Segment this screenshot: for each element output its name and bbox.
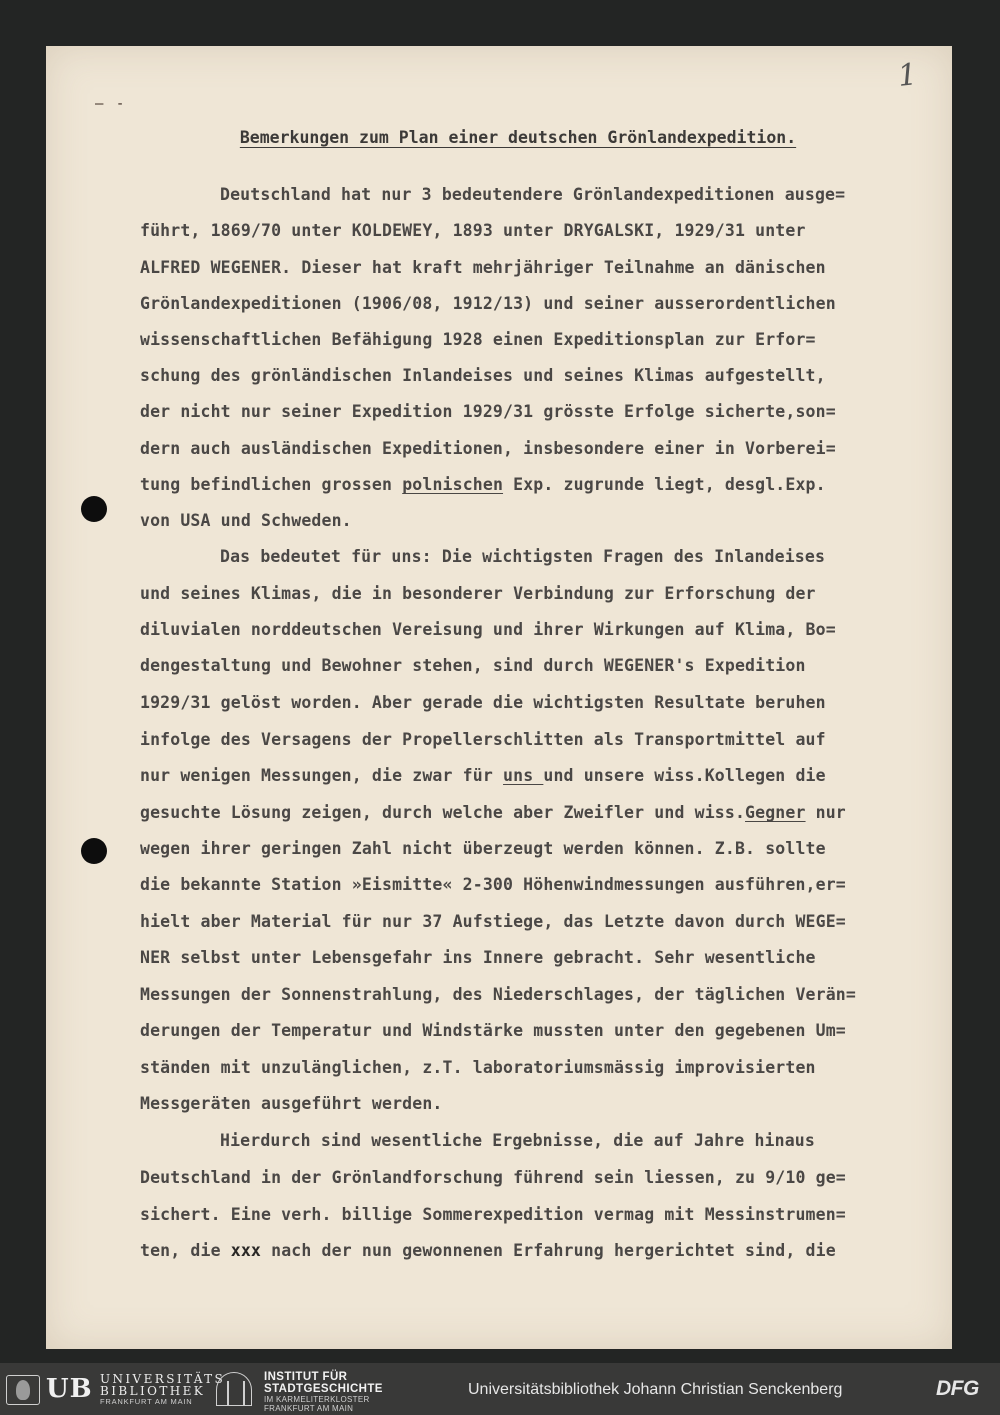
text-segment: nach der nun gewonnenen Erfahrung hergerichtet sind, die (271, 1241, 836, 1260)
underlined-word: uns (503, 766, 544, 785)
page-number: 1 (896, 57, 919, 94)
text-line: der nicht nur seiner Expedition 1929/31 grösste Erfolge sicherte,son= (140, 402, 836, 421)
dfg-logo[interactable]: DFG (936, 1377, 979, 1400)
text-line: Das bedeutet für uns: Die wichtigsten Fragen des Inlandeises (220, 547, 826, 566)
underlined-word: Gegner (745, 803, 806, 822)
text-segment: gesuchte Lösung zeigen, durch welche aber Zweifler und wiss. (140, 803, 746, 822)
text-line (140, 1241, 836, 1261)
ub-name-line2: BIBLIOTHEK (100, 1384, 206, 1398)
ub-location: FRANKFURT AM MAIN (100, 1397, 193, 1406)
ifs-name-line2: STADTGESCHICHTE (264, 1382, 383, 1395)
text-line: ALFRED WEGENER. Dieser hat kraft mehrjähriger Teilnahme an dänischen (140, 258, 826, 277)
text-segment: nur wenigen Messungen, die zwar für (140, 766, 504, 785)
text-line (140, 803, 846, 823)
text-line: derungen der Temperatur und Windstärke mussten unter den gegebenen Um= (140, 1021, 846, 1040)
text-line: die bekannte Station »Eismitte« 2-300 Höhenwindmessungen ausführen,er= (140, 875, 846, 894)
ifs-subtitle (264, 1396, 370, 1413)
text-line: NER selbst unter Lebensgefahr ins Innere gebracht. Sehr wesentliche (140, 948, 816, 967)
text-line: schung des grönländischen Inlandeises und seines Klimas aufgestellt, (140, 366, 826, 385)
text-segment: nur (805, 803, 846, 822)
text-line: Deutschland in der Grönlandforschung führend sein liessen, zu 9/10 ge= (140, 1168, 846, 1187)
ifs-building-icon[interactable] (216, 1372, 252, 1406)
text-line: und seines Klimas, die in besonderer Verbindung zur Erforschung der (140, 584, 816, 603)
text-line: diluvialen norddeutschen Vereisung und ihrer Wirkungen auf Klima, Bo= (140, 620, 836, 639)
struck-out-text: xxx (230, 1241, 272, 1260)
text-line: Grönlandexpeditionen (1906/08, 1912/13) und seiner ausserordentlichen (140, 294, 836, 313)
ifs-name-line1: INSTITUT FÜR (264, 1371, 348, 1383)
text-segment: ten, die (140, 1241, 231, 1260)
text-line: Messungen der Sonnenstrahlung, des Niederschlages, der täglichen Verän= (140, 985, 856, 1004)
ifs-name[interactable] (264, 1372, 383, 1395)
text-line (140, 766, 826, 786)
text-line: wegen ihrer geringen Zahl nicht überzeugt werden können. Z.B. sollte (140, 839, 826, 858)
text-line: Deutschland hat nur 3 bedeutendere Grönlandexpeditionen ausge= (220, 185, 846, 204)
underlined-word: polnischen (402, 475, 504, 494)
text-line (140, 475, 826, 495)
text-line: Messgeräten ausgeführt werden. (140, 1094, 443, 1113)
text-line: wissenschaftlichen Befähigung 1928 einen Expeditionsplan zur Erfor= (140, 330, 816, 349)
ub-name-line1: UNIVERSITÄTS (100, 1372, 226, 1386)
text-segment: Exp. zugrunde liegt, desgl.Exp. (503, 475, 826, 494)
library-name-link[interactable]: Universitätsbibliothek Johann Christian Senckenberg (468, 1381, 843, 1398)
text-line: infolge des Versagens der Propellerschlitten als Transportmittel auf (140, 730, 826, 749)
text-line: dengestaltung und Bewohner stehen, sind durch WEGENER's Expedition (140, 656, 806, 675)
text-line: von USA und Schweden. (140, 511, 352, 530)
ub-logo-letters[interactable]: UB (46, 1374, 93, 1404)
ub-emblem-icon[interactable] (6, 1375, 40, 1405)
text-segment: und unsere wiss.Kollegen die (543, 766, 826, 785)
document-title: Bemerkungen zum Plan einer deutschen Grönlandexpedition. (239, 128, 797, 147)
text-segment: tung befindlichen grossen (140, 475, 403, 494)
footer-bar (0, 1363, 1000, 1415)
text-line: dern auch ausländischen Expeditionen, insbesondere einer in Vorberei= (140, 439, 836, 458)
ifs-subtitle-line2: FRANKFURT AM MAIN (264, 1403, 354, 1413)
punch-hole-lower (81, 838, 107, 864)
text-line: 1929/31 gelöst worden. Aber gerade die wichtigsten Resultate beruhen (140, 693, 826, 712)
text-line: hielt aber Material für nur 37 Aufstiege, das Letzte davon durch WEGE= (140, 912, 846, 931)
corner-mark: — - (95, 96, 127, 112)
text-line: ständen mit unzulänglichen, z.T. laboratoriumsmässig improvisierten (140, 1058, 816, 1077)
ub-name[interactable] (100, 1373, 225, 1397)
ifs-subtitle-line1: IM KARMELITERKLOSTER (264, 1395, 370, 1404)
text-line: führt, 1869/70 unter KOLDEWEY, 1893 unter DRYGALSKI, 1929/31 unter (140, 221, 806, 240)
text-line: sichert. Eine verh. billige Sommerexpedition vermag mit Messinstrumen= (140, 1205, 846, 1224)
text-line: Hierdurch sind wesentliche Ergebnisse, die auf Jahre hinaus (220, 1131, 815, 1150)
punch-hole-upper (81, 496, 107, 522)
